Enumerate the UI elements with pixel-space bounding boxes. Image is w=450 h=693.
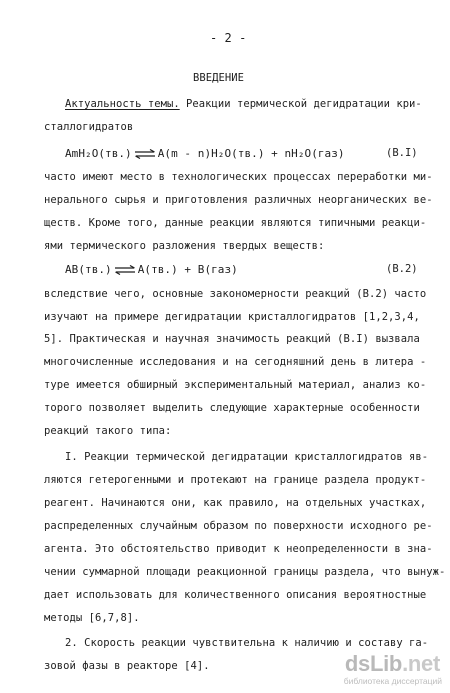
equation-1-left: AmH₂O(тв.)	[65, 147, 132, 160]
watermark-logo-main: dsLib	[344, 651, 403, 676]
paragraph-3-line-4: многочисленные исследования и на сегодняшний день в литера -	[44, 356, 427, 368]
watermark	[322, 651, 442, 687]
list-item-1-line-2: ляются гетерогенными и протекают на границе раздела продукт-	[44, 474, 427, 486]
equation-2-number: (B.2)	[386, 263, 418, 275]
list-item-1-line-8: методы [6,7,8].	[44, 612, 140, 624]
equation-1-right: A(m - n)H₂O(тв.) + nH₂O(газ)	[157, 147, 345, 160]
paragraph-2-line-4: ями термического разложения твердых веществ:	[44, 240, 325, 252]
list-item-1-line-3: реагент. Начинаются они, как правило, на отдельных участках,	[44, 497, 427, 509]
equation-2-left: AB(тв.)	[65, 263, 112, 276]
section-heading: ВВЕДЕНИЕ	[193, 72, 244, 84]
equation-1	[65, 147, 345, 160]
list-item-1-line-7: дает использовать для количественного описания вероятностные	[44, 589, 427, 601]
paragraph-3-line-7: реакций такого типа:	[44, 425, 172, 437]
paragraph-3-line-3: 5]. Практическая и научная значимость реакций (B.I) вызвала	[44, 333, 420, 345]
paragraph-1-line-1	[65, 98, 422, 111]
watermark-logo-tld: .net	[402, 651, 440, 676]
equation-1-number: (B.I)	[386, 147, 418, 159]
paragraph-2-line-1: часто имеют место в технологических процессах переработки ми-	[44, 171, 433, 183]
paragraph-2-line-2: нерального сырья и приготовления различных неорганических ве-	[44, 194, 433, 206]
equation-2	[65, 263, 238, 276]
list-item-1-line-4: распределенных случайным образом по поверхности исходного ре-	[44, 520, 433, 532]
equilibrium-arrows-icon	[114, 265, 136, 275]
topic-relevance-label: Актуальность темы.	[65, 98, 180, 110]
list-item-2-line-2: зовой фазы в реакторе [4].	[44, 660, 210, 672]
paragraph-3-line-1: вследствие чего, основные закономерности реакций (B.2) часто	[44, 288, 427, 300]
paragraph-2-line-3: ществ. Кроме того, данные реакции являются типичными реакци-	[44, 217, 427, 229]
paragraph-3-line-6: торого позволяет выделить следующие характерные особенности	[44, 402, 420, 414]
paragraph-1-text: Реакции термической дегидратации кри-	[179, 98, 422, 110]
watermark-logo	[345, 651, 440, 677]
paragraph-1-line-2: сталлогидратов	[44, 121, 134, 133]
list-item-1-line-5: агента. Это обстоятельство приводит к неопределенности в зна-	[44, 543, 433, 555]
paragraph-3-line-2: изучают на примере дегидратации кристаллогидратов [1,2,3,4,	[44, 311, 420, 323]
equilibrium-arrows-icon	[134, 149, 156, 159]
list-item-1-line-6: чении суммарной площади реакционной границы раздела, что вынуж-	[44, 566, 446, 578]
list-item-1-line-1: I. Реакции термической дегидратации кристаллогидратов яв-	[65, 451, 429, 463]
page-number: - 2 -	[210, 31, 247, 45]
equation-2-right: A(тв.) + B(газ)	[137, 263, 238, 276]
paragraph-3-line-5: туре имеется обширный экспериментальный материал, анализ ко-	[44, 379, 427, 391]
list-item-2-line-1: 2. Скорость реакции чувствительна к наличию и составу га-	[65, 637, 429, 649]
watermark-subtitle: библиотека диссертаций	[343, 676, 442, 686]
